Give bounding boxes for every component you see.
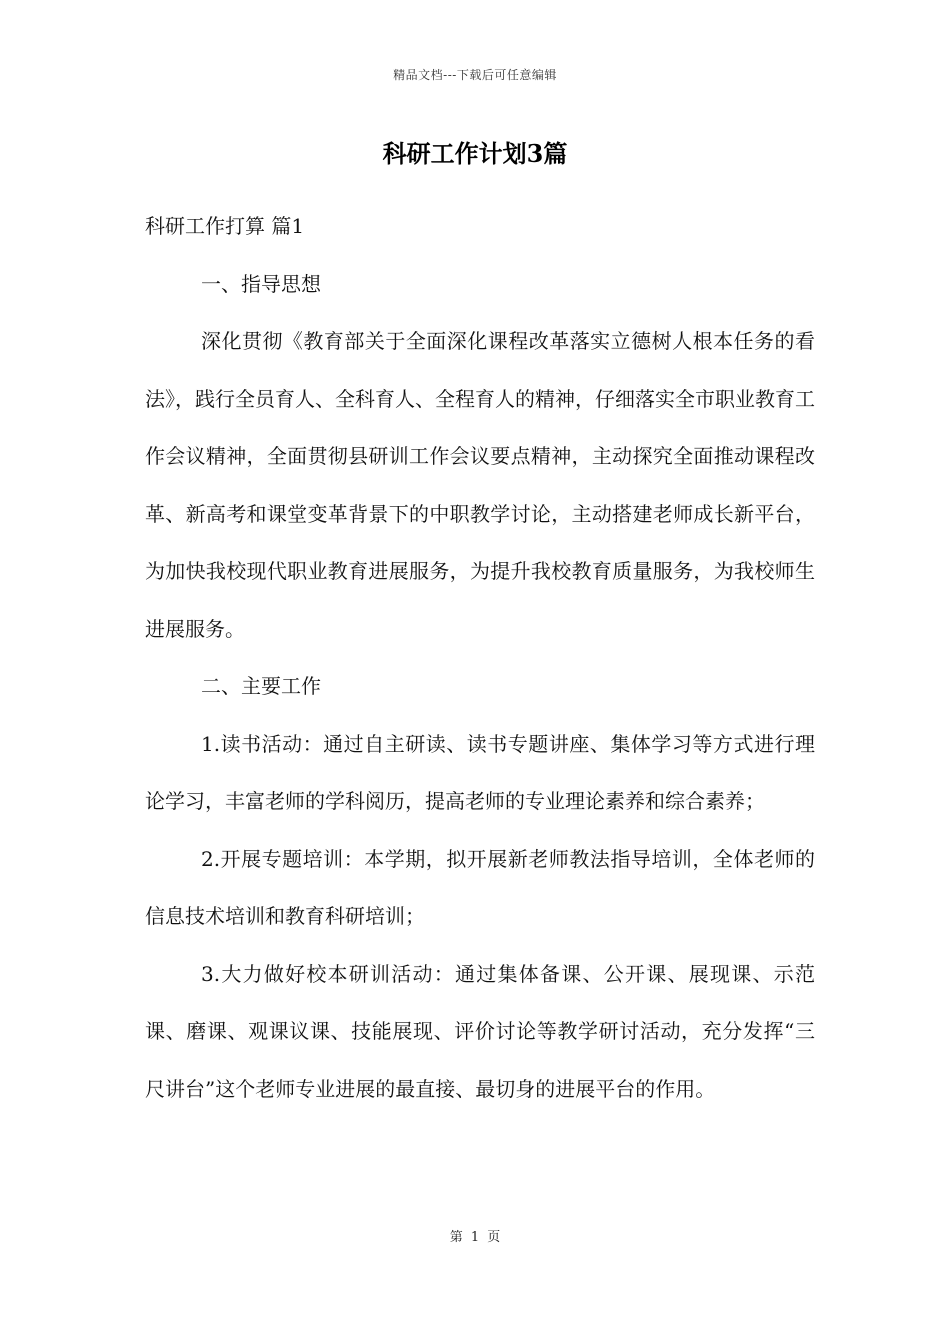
subsection-heading: 二、主要工作 xyxy=(201,674,321,698)
subsection-heading: 一、指导思想 xyxy=(201,271,321,296)
document-body xyxy=(145,198,815,1118)
section-heading: 科研工作打算 篇1 xyxy=(145,214,305,238)
body-paragraph: 2.开展专题培训：本学期，拟开展新老师教法指导培训，全体老师的信息技术培训和教育科研培训； xyxy=(145,846,815,928)
body-paragraph: 1.读书活动：通过自主研读、读书专题讲座、集体学习等方式进行理论学习，丰富老师的学科阅历，提高老师的专业理论素养和综合素养； xyxy=(145,731,815,813)
body-paragraph: 深化贯彻《教育部关于全面深化课程改革落实立德树人根本任务的看法》，践行全员育人、全科育人、全程育人的精神，仔细落实全市职业教育工作会议精神，全面贯彻县研训工作会议要点精神，主动探究全面推动课程改革、新高考和课堂变革背景下的中职教学讨论，主动搭建老师成长新平台，为加快我校现代职业教育进展服务，为提升我校教育质量服务，为我校师生进展服务。 xyxy=(145,329,815,641)
body-paragraph: 3.大力做好校本研训活动：通过集体备课、公开课、展现课、示范课、磨课、观课议课、技能展现、评价讨论等教学研讨活动，充分发挥“三尺讲台”这个老师专业进展的最直接、最切身的进展平台的作用。 xyxy=(145,961,815,1101)
page-number: 第 1 页 xyxy=(449,1230,501,1245)
header-note: 精品文档---下载后可任意编辑 xyxy=(393,68,557,82)
document-title: 科研工作计划3篇 xyxy=(382,139,568,168)
